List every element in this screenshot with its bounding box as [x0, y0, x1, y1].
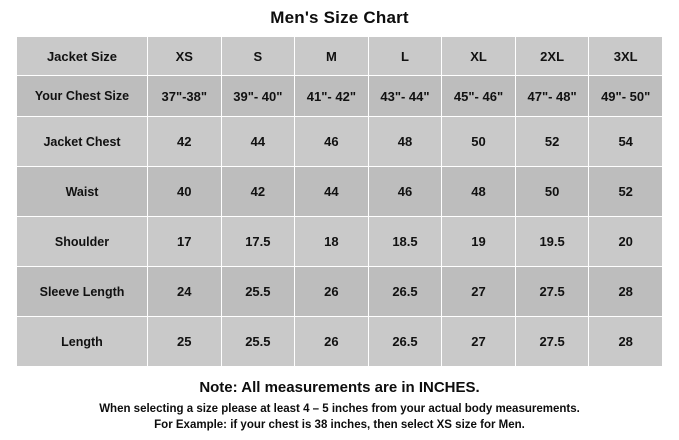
table-cell: S: [221, 37, 295, 76]
table-cell: 37"-38": [148, 76, 222, 117]
row-label: Jacket Chest: [17, 117, 148, 167]
table-cell: L: [368, 37, 442, 76]
table-cell: 17.5: [221, 217, 295, 267]
row-label: Jacket Size: [17, 37, 148, 76]
page-title: Men's Size Chart: [270, 8, 409, 27]
table-cell: 18: [295, 217, 369, 267]
table-cell: 20: [589, 217, 663, 267]
table-cell: XL: [442, 37, 516, 76]
table-cell: 48: [442, 167, 516, 217]
table-cell: 17: [148, 217, 222, 267]
size-chart-table: [16, 36, 663, 367]
table-cell: 42: [148, 117, 222, 167]
table-cell: 26.5: [368, 267, 442, 317]
table-cell: 43"- 44": [368, 76, 442, 117]
table-cell: 25.5: [221, 317, 295, 367]
table-row: [17, 267, 663, 317]
row-label: Length: [17, 317, 148, 367]
table-cell: 28: [589, 317, 663, 367]
row-label: Your Chest Size: [17, 76, 148, 117]
table-cell: 46: [295, 117, 369, 167]
row-label: Waist: [17, 167, 148, 217]
table-row: [17, 117, 663, 167]
table-cell: 25: [148, 317, 222, 367]
table-cell: 27.5: [515, 317, 589, 367]
table-cell: 39"- 40": [221, 76, 295, 117]
table-cell: 47"- 48": [515, 76, 589, 117]
table-cell: 26: [295, 267, 369, 317]
size-chart-table-wrapper: [0, 36, 679, 367]
table-cell: 45"- 46": [442, 76, 516, 117]
table-cell: 50: [515, 167, 589, 217]
sizing-example-line: For Example: if your chest is 38 inches, then select XS size for Men.: [154, 419, 525, 431]
table-row: [17, 317, 663, 367]
table-cell: M: [295, 37, 369, 76]
table-cell: 42: [221, 167, 295, 217]
table-cell: 54: [589, 117, 663, 167]
table-cell: 40: [148, 167, 222, 217]
table-row: [17, 167, 663, 217]
table-cell: 52: [589, 167, 663, 217]
table-cell: 27.5: [515, 267, 589, 317]
table-cell: 24: [148, 267, 222, 317]
table-cell: 50: [442, 117, 516, 167]
table-cell: 25.5: [221, 267, 295, 317]
table-cell: 44: [221, 117, 295, 167]
table-cell: 26.5: [368, 317, 442, 367]
table-cell: 19.5: [515, 217, 589, 267]
table-cell: 3XL: [589, 37, 663, 76]
table-row: [17, 76, 663, 117]
sizing-advice-line: When selecting a size please at least 4 – 5 inches from your actual body measurements.: [99, 403, 580, 415]
table-cell: 44: [295, 167, 369, 217]
row-label: Shoulder: [17, 217, 148, 267]
table-row: [17, 37, 663, 76]
row-label: Sleeve Length: [17, 267, 148, 317]
table-cell: 26: [295, 317, 369, 367]
table-row: [17, 217, 663, 267]
measurement-note: Note: All measurements are in INCHES.: [199, 379, 480, 396]
table-cell: 27: [442, 317, 516, 367]
table-cell: 52: [515, 117, 589, 167]
table-cell: 18.5: [368, 217, 442, 267]
table-cell: 19: [442, 217, 516, 267]
table-cell: 41"- 42": [295, 76, 369, 117]
table-cell: 46: [368, 167, 442, 217]
table-cell: 27: [442, 267, 516, 317]
table-cell: 2XL: [515, 37, 589, 76]
table-cell: 28: [589, 267, 663, 317]
table-cell: 48: [368, 117, 442, 167]
table-cell: XS: [148, 37, 222, 76]
table-cell: 49"- 50": [589, 76, 663, 117]
